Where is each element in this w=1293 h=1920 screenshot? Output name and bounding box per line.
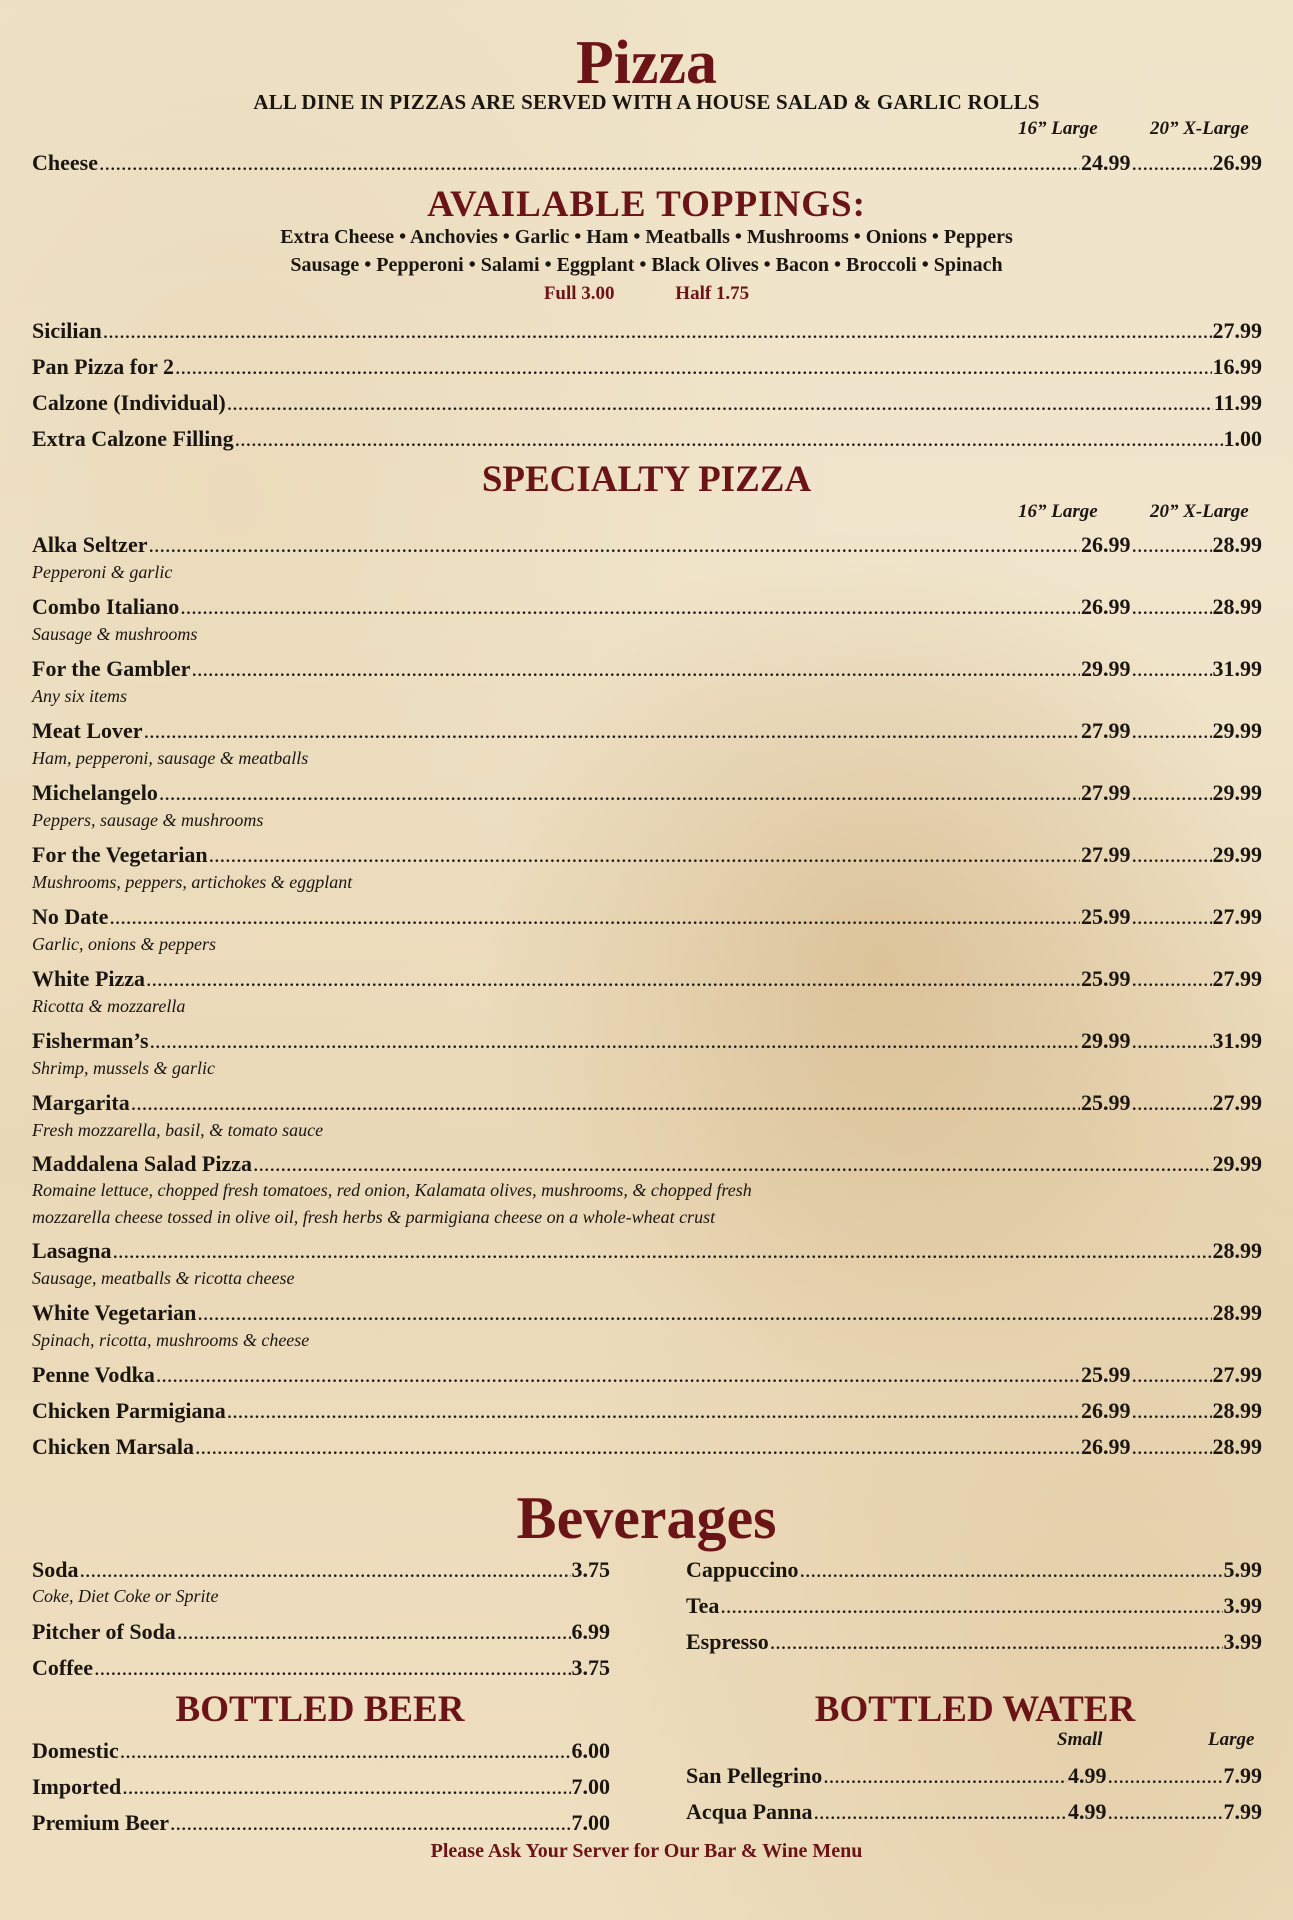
menu-item-maddalena-salad-pizza <box>32 1151 1262 1177</box>
dot-leader <box>94 1655 570 1681</box>
menu-item-specialty <box>32 966 1262 992</box>
menu-item-pan-pizza <box>32 354 1262 380</box>
item-name: Tea <box>686 1593 720 1618</box>
dot-leader <box>814 1799 1067 1825</box>
dot-leader <box>131 1090 1080 1116</box>
item-description: Sausage & mushrooms <box>32 624 198 644</box>
item-price-small: 4.99 <box>1068 1763 1107 1788</box>
item-description: Pepperoni & garlic <box>32 562 173 582</box>
dot-leader <box>1132 1362 1212 1388</box>
item-price-large: 26.99 <box>1081 1398 1131 1423</box>
item-description: mozzarella cheese tossed in olive oil, fresh herbs & parmigiana cheese on a whole-wheat crust <box>32 1207 716 1227</box>
dot-leader <box>1132 1090 1212 1116</box>
menu-item-sicilian <box>32 318 1262 344</box>
item-name: Maddalena Salad Pizza <box>32 1151 253 1176</box>
dot-leader <box>227 1398 1080 1424</box>
menu-item-espresso <box>686 1629 1262 1655</box>
menu-item-specialty <box>32 532 1262 558</box>
dot-leader <box>1132 842 1212 868</box>
dot-leader <box>180 594 1080 620</box>
menu-item-premium-beer <box>32 1810 610 1836</box>
dot-leader <box>1132 1398 1212 1424</box>
dot-leader <box>1132 1434 1212 1460</box>
item-price: 6.00 <box>571 1738 610 1763</box>
item-price-large: 25.99 <box>1081 1090 1131 1115</box>
dot-leader <box>195 1434 1080 1460</box>
item-price: 16.99 <box>1212 354 1262 379</box>
menu-item-chicken-marsala <box>32 1434 1262 1460</box>
dot-leader <box>175 354 1212 380</box>
item-price-large: 25.99 <box>1081 904 1131 929</box>
item-description: Sausage, meatballs & ricotta cheese <box>32 1268 295 1288</box>
item-price: 3.75 <box>571 1655 610 1680</box>
pizza-subtitle: ALL DINE IN PIZZAS ARE SERVED WITH A HOUSE SALAD & GARLIC ROLLS <box>253 90 1040 114</box>
item-price-large: 25.99 <box>1081 966 1131 991</box>
item-price-xlarge: 26.99 <box>1212 150 1262 175</box>
dot-leader <box>823 1763 1067 1789</box>
item-name: For the Vegetarian <box>32 842 208 867</box>
menu-item-pitcher-of-soda <box>32 1619 610 1645</box>
item-price-xlarge: 28.99 <box>1212 532 1262 557</box>
menu-item-white-vegetarian <box>32 1300 1262 1326</box>
toppings-half-price: Half 1.75 <box>675 283 750 304</box>
item-price: 6.99 <box>571 1619 610 1644</box>
item-price-small: 4.99 <box>1068 1799 1107 1824</box>
item-price-large: 24.99 <box>1081 150 1131 175</box>
item-price-xlarge: 29.99 <box>1212 780 1262 805</box>
item-price-xlarge: 28.99 <box>1212 594 1262 619</box>
item-price-large: 25.99 <box>1081 1362 1131 1387</box>
dot-leader <box>112 1238 1211 1264</box>
menu-item-coffee <box>32 1655 610 1681</box>
specialty-pizza-title: SPECIALTY PIZZA <box>481 459 812 500</box>
item-description: Romaine lettuce, chopped fresh tomatoes, red onion, Kalamata olives, mushrooms, & chopped fresh <box>32 1180 752 1200</box>
item-price-large: 26.99 <box>1081 1434 1131 1459</box>
item-price: 28.99 <box>1212 1300 1262 1325</box>
dot-leader <box>720 1593 1222 1619</box>
item-price: 7.00 <box>571 1774 610 1799</box>
item-price-large: 26.99 <box>1081 594 1131 619</box>
dot-leader <box>170 1810 570 1836</box>
dot-leader <box>150 1028 1080 1054</box>
dot-leader <box>109 904 1080 930</box>
dot-leader <box>197 1300 1211 1326</box>
item-price-xlarge: 27.99 <box>1212 966 1262 991</box>
item-price-large: 7.99 <box>1223 1799 1262 1824</box>
item-description: Mushrooms, peppers, artichokes & eggplant <box>32 872 353 892</box>
dot-leader <box>122 1774 570 1800</box>
item-name: Meat Lover <box>32 718 143 743</box>
item-name: Lasagna <box>32 1238 112 1263</box>
menu-item-specialty <box>32 1090 1262 1116</box>
size-header-small: Small <box>1057 1729 1103 1750</box>
item-description: Coke, Diet Coke or Sprite <box>32 1586 219 1606</box>
dot-leader <box>144 718 1080 744</box>
item-name: Soda <box>32 1557 79 1582</box>
menu-item-cappuccino <box>686 1557 1262 1583</box>
menu-item-acqua-panna <box>686 1799 1262 1825</box>
toppings-prices <box>0 283 1293 305</box>
item-price: 28.99 <box>1212 1238 1262 1263</box>
dot-leader <box>1132 780 1212 806</box>
menu-item-specialty <box>32 1028 1262 1054</box>
item-price: 5.99 <box>1223 1557 1262 1582</box>
dot-leader <box>1132 656 1212 682</box>
item-price-large: 26.99 <box>1081 532 1131 557</box>
item-price-xlarge: 27.99 <box>1212 904 1262 929</box>
item-name: Chicken Parmigiana <box>32 1398 226 1423</box>
item-name: Cappuccino <box>686 1557 799 1582</box>
size-header-large: 16” Large <box>1018 501 1098 522</box>
item-price-large: 29.99 <box>1081 656 1131 681</box>
dot-leader <box>1132 966 1212 992</box>
item-description: Garlic, onions & peppers <box>32 934 216 954</box>
dot-leader <box>253 1151 1211 1177</box>
item-price-xlarge: 31.99 <box>1212 1028 1262 1053</box>
dot-leader <box>1108 1763 1223 1789</box>
item-name: Coffee <box>32 1655 94 1680</box>
menu-item-specialty <box>32 842 1262 868</box>
item-name: Alka Seltzer <box>32 532 148 557</box>
item-name: Calzone (Individual) <box>32 390 226 415</box>
dot-leader <box>156 1362 1080 1388</box>
dot-leader <box>1132 594 1212 620</box>
dot-leader <box>99 150 1080 176</box>
item-name: Cheese <box>32 150 98 175</box>
dot-leader <box>770 1629 1223 1655</box>
item-description: Fresh mozzarella, basil, & tomato sauce <box>32 1120 324 1140</box>
item-price-large: 27.99 <box>1081 842 1131 867</box>
bottled-beer-title: BOTTLED BEER <box>175 1689 465 1730</box>
menu-item-specialty <box>32 656 1262 682</box>
item-name: Combo Italiano <box>32 594 180 619</box>
beverages-title: Beverages <box>516 1485 777 1551</box>
item-description: Spinach, ricotta, mushrooms & cheese <box>32 1330 310 1350</box>
size-header-large: 16” Large <box>1018 118 1098 139</box>
item-name: Extra Calzone Filling <box>32 426 234 451</box>
item-name: Espresso <box>686 1629 769 1654</box>
bottled-water-title: BOTTLED WATER <box>814 1689 1136 1730</box>
dot-leader <box>159 780 1080 806</box>
menu-item-lasagna <box>32 1238 1262 1264</box>
item-name: No Date <box>32 904 109 929</box>
footer-note: Please Ask Your Server for Our Bar & Wine Menu <box>430 1840 863 1862</box>
item-name: Margarita <box>32 1090 130 1115</box>
item-name: White Pizza <box>32 966 146 991</box>
item-description: Ham, pepperoni, sausage & meatballs <box>32 748 309 768</box>
pizza-title: Pizza <box>575 29 718 97</box>
item-price-xlarge: 27.99 <box>1212 1362 1262 1387</box>
menu-item-specialty <box>32 904 1262 930</box>
item-price: 3.99 <box>1223 1593 1262 1618</box>
item-name: Penne Vodka <box>32 1362 155 1387</box>
item-price-large: 7.99 <box>1223 1763 1262 1788</box>
item-price-xlarge: 28.99 <box>1212 1434 1262 1459</box>
menu-item-san-pellegrino <box>686 1763 1262 1789</box>
item-name: Imported <box>32 1774 122 1799</box>
item-description: Ricotta & mozzarella <box>32 996 186 1016</box>
menu-item-chicken-parmigiana <box>32 1398 1262 1424</box>
dot-leader <box>235 426 1223 452</box>
size-header-large: Large <box>1208 1729 1255 1750</box>
item-name: Premium Beer <box>32 1810 170 1835</box>
dot-leader <box>1132 150 1212 176</box>
item-price: 3.99 <box>1223 1629 1262 1654</box>
item-name: White Vegetarian <box>32 1300 197 1325</box>
item-price-xlarge: 29.99 <box>1212 718 1262 743</box>
item-name: Michelangelo <box>32 780 158 805</box>
dot-leader <box>1108 1799 1223 1825</box>
size-header-xlarge: 20” X-Large <box>1150 118 1249 139</box>
dot-leader <box>227 390 1213 416</box>
item-name: San Pellegrino <box>686 1763 823 1788</box>
item-price-xlarge: 28.99 <box>1212 1398 1262 1423</box>
toppings-list-line-2: Sausage • Pepperoni • Salami • Eggplant • Black Olives • Bacon • Broccoli • Spinach <box>290 254 1003 276</box>
item-price: 11.99 <box>1213 390 1262 415</box>
size-header-xlarge: 20” X-Large <box>1150 501 1249 522</box>
dot-leader <box>191 656 1080 682</box>
item-price: 7.00 <box>571 1810 610 1835</box>
dot-leader <box>79 1557 570 1583</box>
dot-leader <box>1132 718 1212 744</box>
item-price-large: 29.99 <box>1081 1028 1131 1053</box>
menu-item-specialty <box>32 594 1262 620</box>
menu-item-extra-calzone-filling <box>32 426 1262 452</box>
menu-item-imported-beer <box>32 1774 610 1800</box>
item-name: Domestic <box>32 1738 119 1763</box>
menu-item-specialty <box>32 718 1262 744</box>
dot-leader <box>1132 1028 1212 1054</box>
item-name: Chicken Marsala <box>32 1434 194 1459</box>
toppings-list-line-1: Extra Cheese • Anchovies • Garlic • Ham • Meatballs • Mushrooms • Onions • Peppers <box>280 226 1013 248</box>
item-name: Fisherman’s <box>32 1028 149 1053</box>
toppings-title: AVAILABLE TOPPINGS: <box>427 184 866 225</box>
menu-item-domestic-beer <box>32 1738 610 1764</box>
item-name: For the Gambler <box>32 656 191 681</box>
item-name: Acqua Panna <box>686 1799 813 1824</box>
menu-item-tea <box>686 1593 1262 1619</box>
menu-item-penne-vodka <box>32 1362 1262 1388</box>
item-price-large: 27.99 <box>1081 780 1131 805</box>
menu-item-specialty <box>32 780 1262 806</box>
item-price-large: 27.99 <box>1081 718 1131 743</box>
item-price: 29.99 <box>1212 1151 1262 1176</box>
item-description: Any six items <box>32 686 127 706</box>
item-price-xlarge: 29.99 <box>1212 842 1262 867</box>
item-price-xlarge: 27.99 <box>1212 1090 1262 1115</box>
dot-leader <box>146 966 1080 992</box>
item-price: 1.00 <box>1223 426 1262 451</box>
dot-leader <box>103 318 1212 344</box>
item-price: 3.75 <box>571 1557 610 1582</box>
menu-item-calzone <box>32 390 1262 416</box>
dot-leader <box>177 1619 571 1645</box>
menu-item-cheese <box>32 150 1262 176</box>
dot-leader <box>120 1738 571 1764</box>
item-description: Peppers, sausage & mushrooms <box>32 810 264 830</box>
item-description: Shrimp, mussels & garlic <box>32 1058 216 1078</box>
toppings-full-price: Full 3.00 <box>543 283 615 304</box>
item-price-xlarge: 31.99 <box>1212 656 1262 681</box>
menu-item-soda <box>32 1557 610 1583</box>
item-name: Pitcher of Soda <box>32 1619 176 1644</box>
item-price: 27.99 <box>1212 318 1262 343</box>
item-name: Pan Pizza for 2 <box>32 354 174 379</box>
dot-leader <box>1132 532 1212 558</box>
dot-leader <box>209 842 1080 868</box>
item-name: Sicilian <box>32 318 102 343</box>
dot-leader <box>1132 904 1212 930</box>
dot-leader <box>148 532 1080 558</box>
dot-leader <box>799 1557 1222 1583</box>
